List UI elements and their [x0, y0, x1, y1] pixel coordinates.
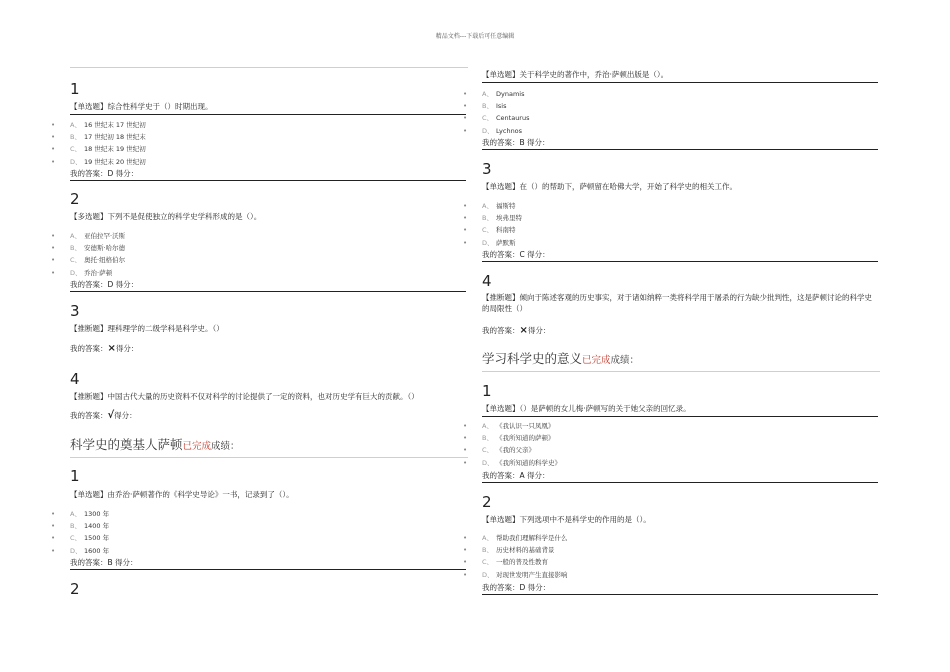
bullet-icon: • — [51, 268, 56, 277]
option-item[interactable]: • D、 对现世发明产生直接影响 — [482, 569, 568, 581]
bullet-icon: • — [463, 202, 468, 210]
option-item[interactable]: • C、 奥托·纽格伯尔 — [70, 254, 125, 266]
status-badge: 已完成 — [182, 441, 212, 452]
option-list — [463, 532, 568, 581]
bullet-icon: • — [463, 546, 468, 555]
bullet-icon: • — [51, 232, 56, 240]
bullet-icon: • — [463, 434, 468, 443]
option-item[interactable]: • B、 安德斯·哈尔德 — [70, 242, 125, 254]
option-item[interactable]: • A、 《我认识一只凤凰》 — [482, 420, 561, 432]
option-item[interactable]: • D、 乔治·萨顿 — [70, 267, 125, 279]
my-answer: 我的答案：D 得分： — [482, 582, 878, 595]
option-item[interactable]: • D、 Lychnos — [482, 125, 530, 137]
bullet-icon: • — [463, 446, 468, 455]
option-item[interactable]: • D、 1600 年 — [70, 545, 109, 557]
option-item[interactable]: • A、 16 世纪末 17 世纪初 — [70, 119, 146, 131]
option-item[interactable]: • B、 埃弗里特 — [482, 212, 522, 224]
bullet-icon: • — [51, 157, 56, 166]
question-number: 3 — [482, 160, 492, 178]
bullet-icon: • — [463, 226, 468, 235]
question-number: 1 — [70, 80, 80, 98]
question-text: 【单选题】综合性科学史于（）时期出现。 — [70, 101, 466, 115]
option-item[interactable]: • B、 《我所知道的萨顿》 — [482, 432, 561, 444]
bullet-icon: • — [463, 114, 468, 123]
bullet-icon: • — [463, 90, 468, 98]
my-answer: 我的答案：B 得分： — [70, 557, 466, 570]
question-text: 【推断题】倾向于陈述客观的历史事实，对于诸如纳粹一类将科学用于屠杀的行为缺少批判性，这是萨顿讨论的科学史的局限性（） — [482, 293, 872, 313]
question-number: 4 — [70, 370, 80, 388]
option-item[interactable]: • B、 1400 年 — [70, 520, 109, 532]
question-text: 【单选题】下列选项中不是科学史的作用的是（）。 — [482, 515, 651, 524]
option-list — [463, 200, 522, 249]
bullet-icon: • — [463, 214, 468, 223]
option-list — [51, 119, 146, 168]
bullet-icon: • — [463, 238, 468, 247]
status-badge: 已完成 — [582, 355, 611, 366]
bullet-icon: • — [51, 244, 56, 253]
score-label: 成绩： — [610, 355, 640, 366]
option-item[interactable]: • C、 1500 年 — [70, 532, 109, 544]
my-answer: 我的答案：√得分： — [70, 410, 137, 421]
section-divider — [482, 371, 880, 372]
option-item[interactable]: • C、 Centaurus — [482, 112, 530, 124]
option-item[interactable]: • B、 17 世纪初 18 世纪末 — [70, 131, 146, 143]
section-title: 科学史的奠基人萨顿已完成成绩： — [70, 437, 240, 452]
bullet-icon: • — [463, 570, 468, 579]
page-header: 精品文档---下载后可任意编辑 — [435, 33, 515, 40]
question-number: 1 — [70, 467, 80, 485]
my-answer: 我的答案：B 得分： — [482, 137, 878, 150]
bullet-icon: • — [51, 133, 56, 142]
option-item[interactable]: • C、 一般的普及性教育 — [482, 556, 568, 568]
bullet-icon: • — [51, 546, 56, 555]
option-item[interactable]: • D、 19 世纪末 20 世纪初 — [70, 156, 146, 168]
bullet-icon: • — [463, 534, 468, 542]
option-item[interactable]: • A、 1300 年 — [70, 508, 109, 520]
my-answer: 我的答案：×得分： — [70, 343, 139, 354]
bullet-icon: • — [463, 458, 468, 467]
bullet-icon: • — [51, 534, 56, 543]
option-item[interactable]: • A、 福斯特 — [482, 200, 522, 212]
option-list — [51, 508, 110, 557]
bullet-icon: • — [51, 256, 56, 265]
option-item[interactable]: • B、 历史材料的基础背景 — [482, 544, 568, 556]
question-text: 【推断题】中国古代大量的历史资料不仅对科学的讨论提供了一定的资料，也对历史学有巨大的贡献。（） — [70, 392, 419, 401]
option-item[interactable]: • A、 亚伯拉罕·沃斯 — [70, 230, 125, 242]
question-text: 【单选题】在（）的帮助下，萨顿留在哈佛大学，开始了科学史的相关工作。 — [482, 182, 737, 191]
question-text: 【推断题】理科理学的二级学科是科学史。（） — [70, 324, 224, 333]
bullet-icon: • — [51, 145, 56, 154]
question-text: 【单选题】关于科学史的著作中，乔治·萨顿出版是（）。 — [482, 69, 878, 83]
option-list — [463, 88, 530, 137]
option-item[interactable]: • D、 萨默斯 — [482, 237, 522, 249]
my-answer: 我的答案：D 得分： — [70, 168, 466, 181]
top-divider — [70, 67, 468, 68]
question-number: 3 — [70, 302, 80, 320]
answer-mark: × — [107, 343, 116, 354]
option-item[interactable]: • C、 《我的父亲》 — [482, 444, 561, 456]
option-item[interactable]: • D、 《我所知道的科学史》 — [482, 457, 561, 469]
option-item[interactable]: • A、 Dynamis — [482, 88, 530, 100]
bullet-icon: • — [463, 102, 468, 111]
option-item[interactable]: • B、 Isis — [482, 100, 530, 112]
bullet-icon: • — [51, 121, 56, 129]
question-number: 1 — [482, 382, 492, 400]
bullet-icon: • — [463, 422, 468, 430]
option-list — [463, 420, 561, 469]
question-text: 【单选题】（）是萨顿的女儿梅·萨顿写的关于她父亲的回忆录。 — [482, 403, 878, 417]
question-number: 2 — [70, 580, 80, 598]
question-text: 【单选题】由乔治·萨顿著作的《科学史导论》一书，记录到了（）。 — [70, 490, 294, 499]
section-divider — [70, 457, 468, 458]
my-answer: 我的答案：D 得分： — [70, 279, 466, 292]
bullet-icon: • — [463, 126, 468, 135]
section-title: 学习科学史的意义已完成成绩： — [482, 351, 640, 366]
question-number: 4 — [482, 272, 492, 290]
option-item[interactable]: • C、 科南特 — [482, 224, 522, 236]
question-text: 【多选题】下列不是促使独立的科学史学科形成的是（）。 — [70, 212, 262, 221]
answer-mark: √ — [107, 410, 115, 421]
option-item[interactable]: • C、 18 世纪末 19 世纪初 — [70, 143, 146, 155]
option-item[interactable]: • A、 帮助我们理解科学是什么 — [482, 532, 568, 544]
question-number: 2 — [70, 190, 80, 208]
question-number: 2 — [482, 493, 492, 511]
my-answer: 我的答案：A 得分： — [482, 470, 878, 483]
my-answer: 我的答案：×得分： — [482, 325, 551, 336]
bullet-icon: • — [51, 522, 56, 531]
answer-mark: × — [519, 325, 528, 336]
score-label: 成绩： — [211, 441, 240, 452]
bullet-icon: • — [51, 510, 56, 518]
option-list — [51, 230, 126, 279]
bullet-icon: • — [463, 558, 468, 567]
my-answer: 我的答案：C 得分： — [482, 249, 878, 262]
